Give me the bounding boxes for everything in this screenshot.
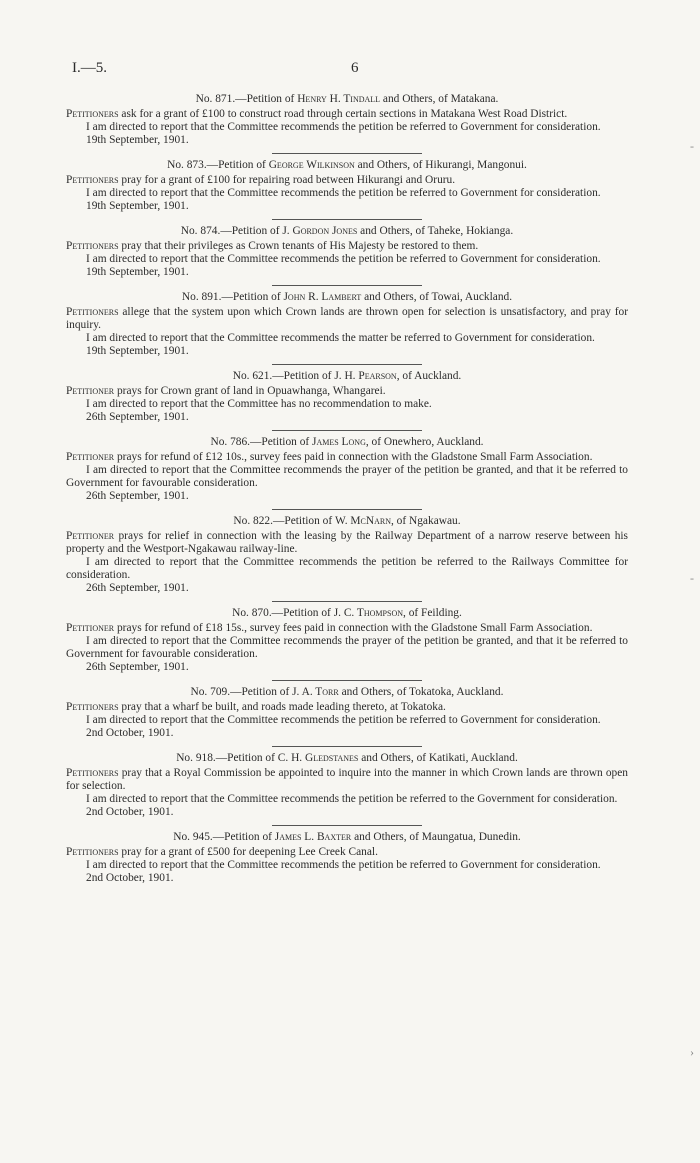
margin-mark: ‑ (690, 571, 694, 585)
petition-body (66, 240, 628, 253)
petition-entry (66, 686, 628, 747)
petitioner-label: Petitioner (66, 530, 115, 542)
petition-request: pray that a Royal Commission be appointed to inquire into the manner in which Crown lands are thrown open for selection. (66, 767, 628, 792)
petition-number: No. 873.—Petition of (167, 159, 269, 171)
petition-place: and Others, of Towai, Auckland. (361, 291, 513, 303)
petition-body (66, 174, 628, 187)
petition-request: pray for a grant of £100 for repairing road between Hikurangi and Oruru. (118, 174, 456, 186)
margin-mark: ‑ (690, 139, 694, 153)
petition-request: prays for refund of £12 10s., survey fees paid in connection with the Gladstone Small Farm Association. (114, 451, 593, 463)
petition-number: No. 918.—Petition of (176, 752, 278, 764)
petition-title (66, 291, 628, 304)
petition-place: and Others, of Matakana. (380, 93, 499, 105)
petition-request: pray for a grant of £500 for deepening Lee Creek Canal. (118, 846, 378, 858)
petition-title (66, 159, 628, 172)
committee-report: I am directed to report that the Committee recommends the prayer of the petition be granted, and that it be referred to Government for favourable consideration. (66, 635, 628, 660)
margin-mark: › (690, 1045, 694, 1059)
report-date: 26th September, 1901. (86, 582, 189, 594)
petition-body (66, 451, 628, 464)
petition-place: and Others, of Taheke, Hokianga. (357, 225, 514, 237)
petitioner-label: Petitioners (66, 767, 119, 779)
petition-request: prays for relief in connection with the leasing by the Railway Department of a narrow reserve between his property and the Westport-Ngakawau railway-line. (66, 530, 628, 555)
petition-number: No. 822.—Petition of (233, 515, 335, 527)
committee-report: I am directed to report that the Committee recommends the petition be referred to Government for consideration. (86, 253, 601, 265)
report-date: 19th September, 1901. (86, 134, 189, 146)
committee-report: I am directed to report that the Committee recommends the petition be referred to Government for consideration. (86, 714, 601, 726)
separator-rule (272, 746, 422, 747)
petition-title (66, 93, 628, 106)
petition-title (66, 607, 628, 620)
petition-body (66, 108, 628, 121)
petition-entry (66, 436, 628, 510)
petition-place: , of Onewhero, Auckland. (365, 436, 484, 448)
petitioner-label: Petitioners (66, 306, 119, 318)
petition-place: and Others, of Hikurangi, Mangonui. (354, 159, 527, 171)
petition-entry (66, 607, 628, 681)
petition-list (66, 93, 628, 885)
petition-entry (66, 515, 628, 602)
petitioner-name: John R. Lambert (283, 291, 362, 303)
petition-entry (66, 93, 628, 154)
page-header (0, 62, 700, 82)
petition-body (66, 530, 628, 556)
petition-body (66, 767, 628, 793)
petitioner-name: J. Gordon Jones (282, 225, 358, 237)
petition-request: pray that their privileges as Crown tenants of His Majesty be restored to them. (118, 240, 479, 252)
committee-report: I am directed to report that the Committee recommends the petition be referred to the Railways Committee for consideration. (66, 556, 628, 581)
petition-body (66, 701, 628, 714)
report-date: 19th September, 1901. (86, 200, 189, 212)
committee-report: I am directed to report that the Committee recommends the matter be referred to Government for consideration. (86, 332, 595, 344)
petition-request: ask for a grant of £100 to construct road through certain sections in Matakana West Road District. (118, 108, 568, 120)
committee-report: I am directed to report that the Committee recommends the prayer of the petition be granted, and that it be referred to Government for favourable consideration. (66, 464, 628, 489)
petitioner-name: C. H. Gledstanes (277, 752, 359, 764)
petition-body (66, 306, 628, 332)
petition-number: No. 709.—Petition of (190, 686, 293, 698)
petition-title (66, 515, 628, 528)
petitioner-label: Petitioners (66, 701, 119, 713)
petitioner-label: Petitioner (66, 451, 115, 463)
committee-report: I am directed to report that the Committee recommends the petition be referred to Government for consideration. (86, 121, 601, 133)
report-date: 26th September, 1901. (86, 661, 189, 673)
committee-report: I am directed to report that the Committee recommends the petition be referred to Government for consideration. (86, 187, 601, 199)
petitioner-label: Petitioners (66, 174, 119, 186)
petition-number: No. 945.—Petition of (173, 831, 275, 843)
separator-rule (272, 825, 422, 826)
petition-title (66, 686, 628, 699)
petition-title (66, 225, 628, 238)
petitioner-name: James Long (312, 436, 366, 448)
separator-rule (272, 364, 422, 365)
petition-entry (66, 159, 628, 220)
petition-place: , of Ngakawau. (390, 515, 461, 527)
separator-rule (272, 153, 422, 154)
petitioner-name: George Wilkinson (268, 159, 355, 171)
report-date: 19th September, 1901. (86, 345, 189, 357)
petition-entry (66, 291, 628, 365)
petition-body (66, 622, 628, 635)
petitioner-name: J. C. Thompson (333, 607, 403, 619)
petition-request: pray that a wharf be built, and roads made leading thereto, at Tokatoka. (118, 701, 446, 713)
report-date: 26th September, 1901. (86, 490, 189, 502)
report-date: 19th September, 1901. (86, 266, 189, 278)
separator-rule (272, 509, 422, 510)
petition-body (66, 846, 628, 859)
petitioner-label: Petitioner (66, 622, 115, 634)
petition-entry (66, 370, 628, 431)
petition-number: No. 874.—Petition of (180, 225, 283, 237)
petitioner-name: W. McNarn (335, 515, 391, 527)
petitioner-name: J. A. Torr (292, 686, 339, 698)
petition-place: , of Auckland. (396, 370, 462, 382)
petitioner-name: Henry H. Tindall (297, 93, 381, 105)
petition-entry (66, 752, 628, 826)
petition-entry (66, 831, 628, 885)
petitioner-name: James L. Baxter (274, 831, 352, 843)
petition-number: No. 891.—Petition of (181, 291, 284, 303)
separator-rule (272, 430, 422, 431)
paper-reference: I.—5. (72, 60, 107, 76)
petition-place: and Others, of Maungatua, Dunedin. (351, 831, 521, 843)
report-date: 26th September, 1901. (86, 411, 189, 423)
petition-entry (66, 225, 628, 286)
petition-number: No. 870.—Petition of (232, 607, 334, 619)
report-date: 2nd October, 1901. (86, 806, 174, 818)
petition-place: and Others, of Tokatoka, Auckland. (338, 686, 504, 698)
petitioner-label: Petitioners (66, 108, 119, 120)
petition-request: prays for refund of £18 15s., survey fees paid in connection with the Gladstone Small Farm Association. (114, 622, 593, 634)
petitioner-name: J. H. Pearson (334, 370, 397, 382)
petition-place: , of Feilding. (403, 607, 462, 619)
page-number: 6 (351, 60, 359, 76)
petitioner-label: Petitioners (66, 846, 119, 858)
separator-rule (272, 601, 422, 602)
committee-report: I am directed to report that the Committee recommends the petition be referred to Government for consideration. (86, 859, 601, 871)
petition-number: No. 871.—Petition of (195, 93, 298, 105)
petition-request: allege that the system upon which Crown lands are thrown open for selection is unsatisfactory, and pray for inquiry. (66, 306, 628, 331)
separator-rule (272, 219, 422, 220)
separator-rule (272, 680, 422, 681)
petition-request: prays for Crown grant of land in Opuawhanga, Whangarei. (114, 385, 386, 397)
petition-number: No. 786.—Petition of (210, 436, 313, 448)
petition-place: and Others, of Katikati, Auckland. (358, 752, 518, 764)
petitioner-label: Petitioners (66, 240, 119, 252)
petition-title (66, 436, 628, 449)
committee-report: I am directed to report that the Committee has no recommendation to make. (86, 398, 432, 410)
petition-title (66, 370, 628, 383)
report-date: 2nd October, 1901. (86, 727, 174, 739)
petition-body (66, 385, 628, 398)
separator-rule (272, 285, 422, 286)
report-date: 2nd October, 1901. (86, 872, 174, 884)
committee-report: I am directed to report that the Committee recommends the petition be referred to the Government for consideration. (86, 793, 618, 805)
petition-title (66, 752, 628, 765)
petitioner-label: Petitioner (66, 385, 115, 397)
petition-number: No. 621.—Petition of (232, 370, 335, 382)
petition-title (66, 831, 628, 844)
